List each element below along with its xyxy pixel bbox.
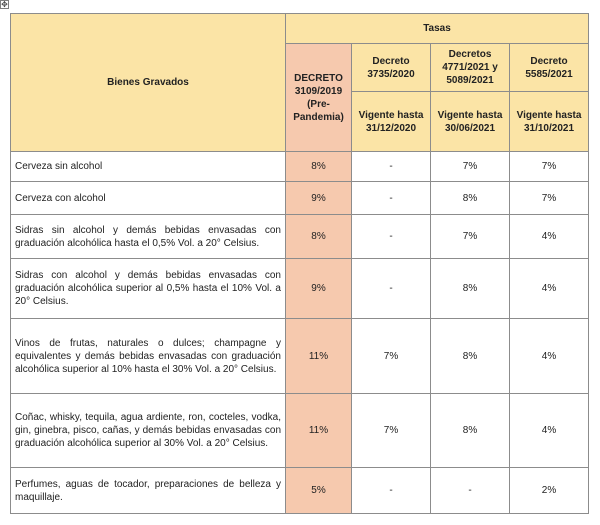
tax-rates-table bbox=[10, 13, 589, 514]
rate-pre-pandemia: 11% bbox=[286, 319, 352, 394]
rate-decretos-4771-5089: 8% bbox=[431, 319, 510, 394]
rate-decreto-5585: 7% bbox=[510, 152, 589, 182]
rate-pre-pandemia: 8% bbox=[286, 215, 352, 259]
row-description: Coñac, whisky, tequila, agua ardiente, ron, cocteles, vodka, gin, ginebra, pisco, cañas, y demás bebidas envasadas con graduación alcohólica superior al 30% Vol. a 20° Celsius. bbox=[11, 394, 286, 468]
rate-decreto-3735: - bbox=[352, 182, 431, 215]
rate-decreto-3735: - bbox=[352, 152, 431, 182]
header-decreto-pre-pandemia: DECRETO 3109/2019 (Pre-Pandemia) bbox=[286, 44, 352, 152]
rate-decretos-4771-5089: 8% bbox=[431, 259, 510, 319]
row-description: Sidras con alcohol y demás bebidas envasadas con graduación alcohólica superior al 0,5% hasta el 10% Vol. a 20° Celsius. bbox=[11, 259, 286, 319]
rate-decretos-4771-5089: - bbox=[431, 468, 510, 514]
table-row bbox=[11, 215, 589, 259]
row-description: Cerveza sin alcohol bbox=[11, 152, 286, 182]
header-vigente-c: Vigente hasta 31/10/2021 bbox=[510, 92, 589, 152]
row-description: Sidras sin alcohol y demás bebidas envasadas con graduación alcohólica hasta el 0,5% Vol. a 20° Celsius. bbox=[11, 215, 286, 259]
rate-decreto-5585: 4% bbox=[510, 394, 589, 468]
row-description: Cerveza con alcohol bbox=[11, 182, 286, 215]
rate-decretos-4771-5089: 8% bbox=[431, 394, 510, 468]
table-move-handle-icon[interactable]: ✥ bbox=[1, 0, 8, 9]
rate-decreto-5585: 4% bbox=[510, 215, 589, 259]
rate-decreto-5585: 7% bbox=[510, 182, 589, 215]
row-description: Vinos de frutas, naturales o dulces; champagne y equivalentes y demás bebidas envasadas con graduación alcohólica superior al 10% hasta el 30% Vol. a 20° Celsius. bbox=[11, 319, 286, 394]
table-row bbox=[11, 319, 589, 394]
rate-pre-pandemia: 5% bbox=[286, 468, 352, 514]
header-bienes-gravados: Bienes Gravados bbox=[11, 14, 286, 152]
rate-decretos-4771-5089: 7% bbox=[431, 152, 510, 182]
rate-decreto-3735: - bbox=[352, 215, 431, 259]
table-row bbox=[11, 259, 589, 319]
rate-pre-pandemia: 9% bbox=[286, 182, 352, 215]
rate-decretos-4771-5089: 7% bbox=[431, 215, 510, 259]
header-vigente-a: Vigente hasta 31/12/2020 bbox=[352, 92, 431, 152]
header-vigente-b: Vigente hasta 30/06/2021 bbox=[431, 92, 510, 152]
rate-decreto-3735: 7% bbox=[352, 394, 431, 468]
header-decreto-3735: Decreto 3735/2020 bbox=[352, 44, 431, 92]
table-row bbox=[11, 468, 589, 514]
rate-decretos-4771-5089: 8% bbox=[431, 182, 510, 215]
rate-decreto-5585: 2% bbox=[510, 468, 589, 514]
table-row bbox=[11, 182, 589, 215]
rate-decreto-3735: - bbox=[352, 468, 431, 514]
row-description: Perfumes, aguas de tocador, preparaciones de belleza y maquillaje. bbox=[11, 468, 286, 514]
table-row bbox=[11, 394, 589, 468]
rate-pre-pandemia: 9% bbox=[286, 259, 352, 319]
rate-decreto-5585: 4% bbox=[510, 319, 589, 394]
header-decretos-4771-5089: Decretos 4771/2021 y 5089/2021 bbox=[431, 44, 510, 92]
rate-decreto-5585: 4% bbox=[510, 259, 589, 319]
table-row bbox=[11, 152, 589, 182]
rate-decreto-3735: - bbox=[352, 259, 431, 319]
rate-pre-pandemia: 8% bbox=[286, 152, 352, 182]
rate-pre-pandemia: 11% bbox=[286, 394, 352, 468]
rate-decreto-3735: 7% bbox=[352, 319, 431, 394]
header-tasas: Tasas bbox=[286, 14, 589, 44]
header-decreto-5585: Decreto 5585/2021 bbox=[510, 44, 589, 92]
